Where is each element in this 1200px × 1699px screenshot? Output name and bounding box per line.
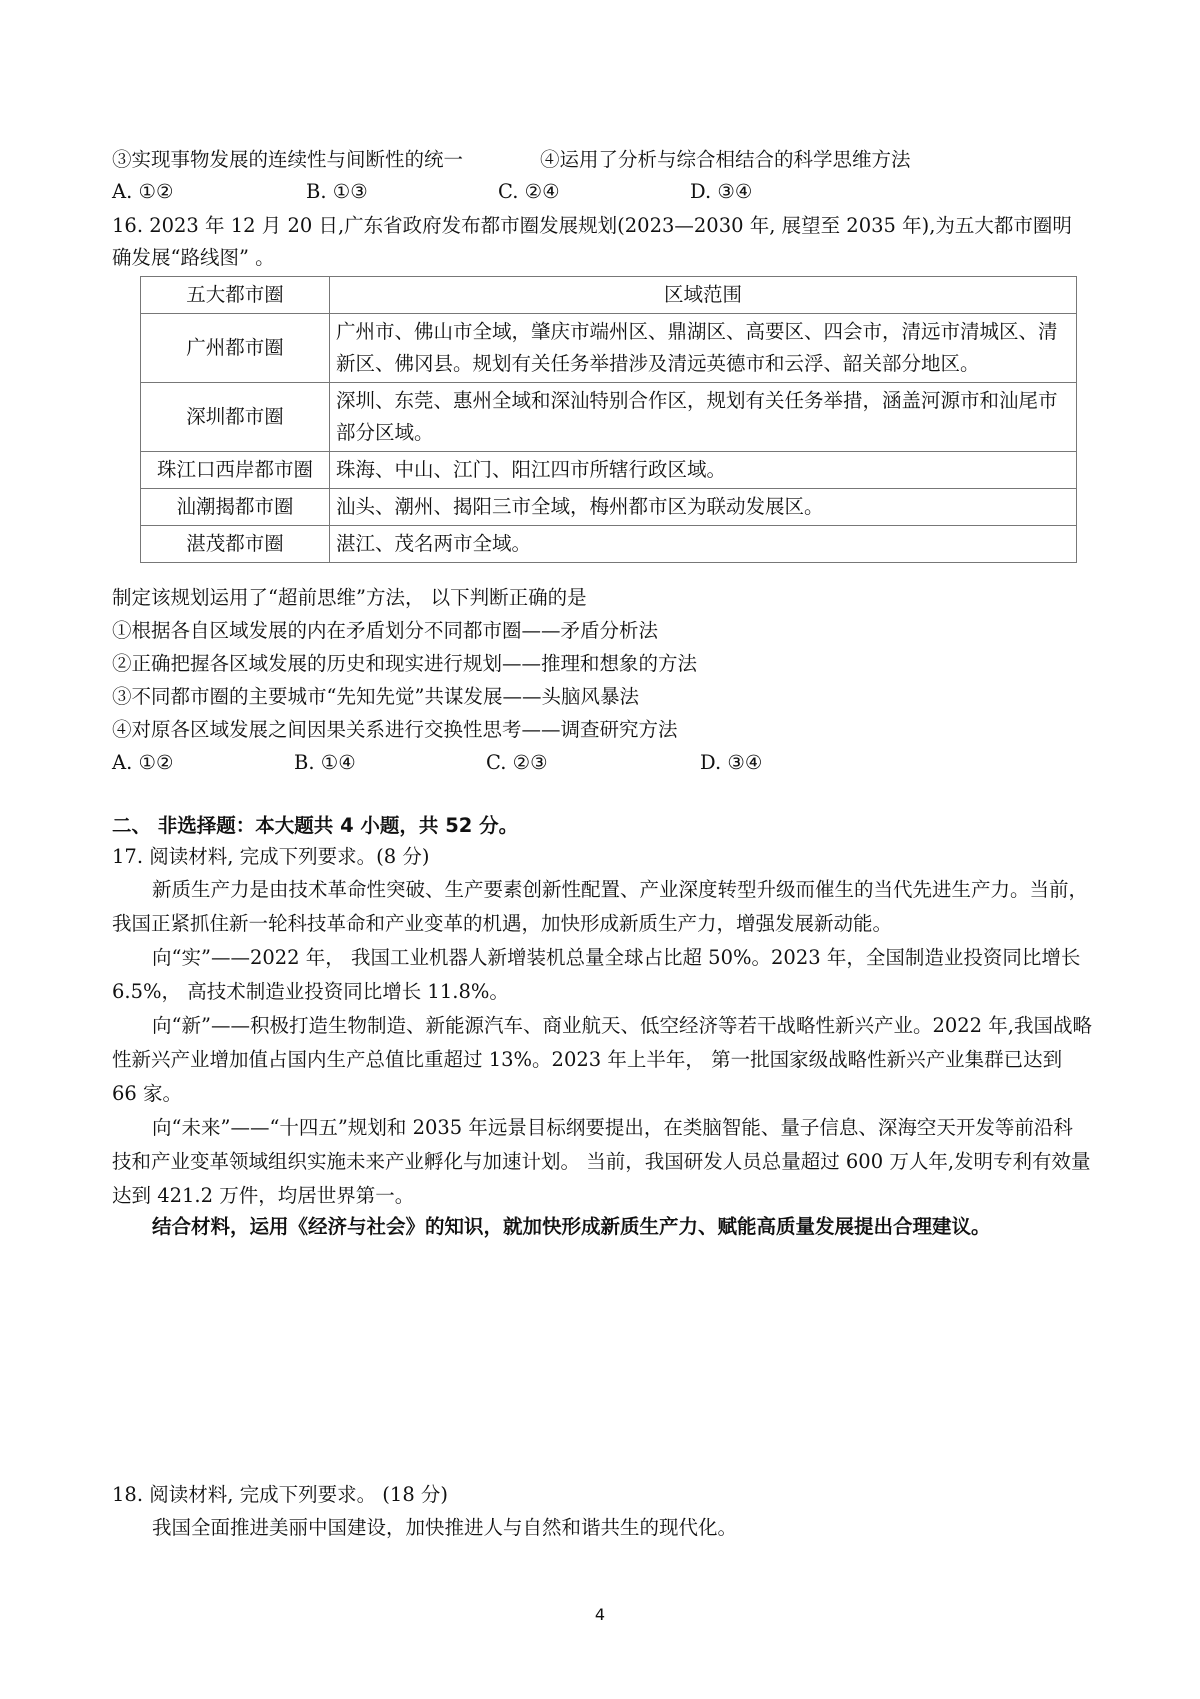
q15-option-b: B. ①③: [306, 180, 368, 203]
q17-paragraph-4: 向“未来”——“十四五”规划和 2035 年远景目标纲要提出，在类脑智能、量子信息、深海空天开发等前沿科技和产业变革领域组织实施未来产业孵化与加速计划。 当前，我国研发人员总量超过 600 万人年,发明专利有效量达到 421.2 万件，均居世界第一。: [112, 1116, 1091, 1207]
table-cell-range: 广州市、佛山市全域，肇庆市端州区、鼎湖区、高要区、四会市，清远市清城区、清新区、佛冈县。规划有关任务举措涉及清远英德市和云浮、韶关部分地区。: [330, 314, 1077, 383]
table-cell-name: 广州都市圈: [141, 314, 330, 383]
q15-option-d: D. ③④: [690, 180, 753, 203]
page-number: 4: [594, 1605, 606, 1624]
q16-stem-line-1: 16. 2023 年 12 月 20 日,广东省政府发布都市圈发展规划(2023—2030 年, 展望至 2035 年),为五大都市圈明: [112, 214, 1072, 237]
table-row: [141, 452, 1077, 489]
table-row: [141, 314, 1077, 383]
table-row: [141, 526, 1077, 563]
table-cell-range: 湛江、茂名两市全域。: [330, 526, 1077, 563]
table-cell-range: 深圳、东莞、惠州全域和深汕特别合作区，规划有关任务举措，涵盖河源市和汕尾市部分区域。: [330, 383, 1077, 452]
q15-statement-4: ④运用了分析与综合相结合的科学思维方法: [540, 148, 911, 171]
q16-stem-line-2: 确发展“路线图” 。: [112, 246, 275, 269]
q18-stem: 18. 阅读材料, 完成下列要求。 (18 分): [112, 1483, 449, 1506]
q16-option-c: C. ②③: [486, 751, 548, 774]
q16-statement-3: ③不同都市圈的主要城市“先知先觉”共谋发展——头脑风暴法: [112, 685, 639, 708]
table-cell-range: 汕头、潮州、揭阳三市全域，梅州都市区为联动发展区。: [330, 489, 1077, 526]
q16-option-d: D. ③④: [700, 751, 763, 774]
q16-statement-1: ①根据各自区域发展的内在矛盾划分不同都市圈——矛盾分析法: [112, 619, 659, 642]
table-cell-name: 深圳都市圈: [141, 383, 330, 452]
metropolitan-areas-table: [140, 276, 1077, 563]
table-cell-name: 珠江口西岸都市圈: [141, 452, 330, 489]
q15-statement-3: ③实现事物发展的连续性与间断性的统一: [112, 148, 464, 171]
q16-statement-4: ④对原各区域发展之间因果关系进行交换性思考——调查研究方法: [112, 718, 678, 741]
q17-paragraph-2: 向“实”——2022 年， 我国工业机器人新增装机总量全球占比超 50%。2023 年，全国制造业投资同比增长 6.5%， 高技术制造业投资同比增长 11.8%。: [112, 946, 1081, 1003]
table-row: [141, 489, 1077, 526]
q17-requirement: 结合材料，运用《经济与社会》的知识，就加快形成新质生产力、赋能高质量发展提出合理建议。: [152, 1215, 991, 1238]
q17-paragraph-1: 新质生产力是由技术革命性突破、生产要素创新性配置、产业深度转型升级而催生的当代先进生产力。当前，我国正紧抓住新一轮科技革命和产业变革的机遇，加快形成新质生产力，增强发展新动能。: [112, 878, 1089, 935]
section-2-heading: 二、 非选择题：本大题共 4 小题，共 52 分。: [112, 814, 519, 837]
table-cell-range: 珠海、中山、江门、阳江四市所辖行政区域。: [330, 452, 1077, 489]
table-row: [141, 383, 1077, 452]
table-cell-name: 湛茂都市圈: [141, 526, 330, 563]
q15-option-a: A. ①②: [112, 180, 174, 203]
q17-stem: 17. 阅读材料, 完成下列要求。(8 分): [112, 845, 430, 868]
q16-option-b: B. ①④: [294, 751, 356, 774]
q16-question: 制定该规划运用了“超前思维”方法， 以下判断正确的是: [112, 586, 587, 609]
table-header-cell: 五大都市圈: [141, 277, 330, 314]
table-header-cell: 区域范围: [330, 277, 1077, 314]
q17-paragraph-3: 向“新”——积极打造生物制造、新能源汽车、商业航天、低空经济等若干战略性新兴产业。2022 年,我国战略性新兴产业增加值占国内生产总值比重超过 13%。2023 年上半年， 第一批国家级战略性新兴产业集群已达到 66 家。: [112, 1014, 1092, 1105]
q15-option-c: C. ②④: [498, 180, 560, 203]
table-cell-name: 汕潮揭都市圈: [141, 489, 330, 526]
q16-statement-2: ②正确把握各区域发展的历史和现实进行规划——推理和想象的方法: [112, 652, 698, 675]
q16-option-a: A. ①②: [112, 751, 174, 774]
table-header-row: [141, 277, 1077, 314]
q18-paragraph-1: 我国全面推进美丽中国建设，加快推进人与自然和谐共生的现代化。: [152, 1516, 738, 1539]
